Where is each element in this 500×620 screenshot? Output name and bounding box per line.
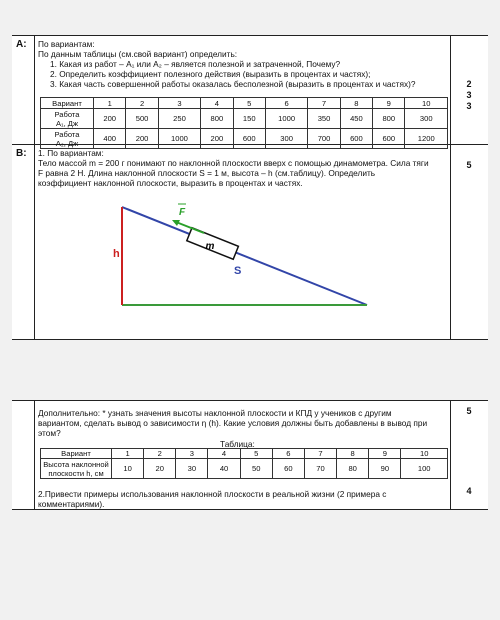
score-extra: 5	[466, 406, 472, 416]
work-table-header-cell: 5	[233, 98, 265, 109]
height-table-cell: 60	[272, 459, 304, 479]
height-table-cell: 30	[176, 459, 208, 479]
mass-label: m	[205, 241, 215, 252]
work-table-cell: 250	[158, 109, 200, 129]
work-table-cell: 1000	[158, 129, 200, 149]
work-table-header-cell: Вариант	[41, 98, 94, 109]
work-table-row-label	[41, 129, 94, 149]
work-table-cell: 300	[405, 109, 448, 129]
work-table-cell: 1200	[405, 129, 448, 149]
work-row-a2-label-line-2: A₂, Дж	[55, 138, 79, 148]
height-table-header-cell: 6	[272, 449, 304, 459]
section-b-line-3: F равна 2 Н. Длина наклонной плоскости S = 1 м, высота – h (см.таблицу). Определить	[38, 168, 376, 178]
height-table-header-cell: 9	[369, 449, 401, 459]
inclined-plane-diagram	[112, 193, 382, 343]
work-table-header-cell: 3	[158, 98, 200, 109]
height-table-cell: 100	[401, 459, 448, 479]
section-a-line-1: По вариантам:	[38, 39, 95, 49]
work-table-header-cell: 1	[94, 98, 126, 109]
work-row-a1-label-line-2: A₁, Дж	[55, 118, 79, 128]
work-table-cell: 1000	[265, 109, 307, 129]
work-table-cell: 450	[340, 109, 372, 129]
work-table-cell: 500	[126, 109, 158, 129]
height-table-header-cell: 10	[401, 449, 448, 459]
work-table-cell: 800	[201, 109, 233, 129]
section-b-line-2: Тело массой m = 200 г понимают по наклонной плоскости вверх с помощью динамометра. Сила тяги	[38, 158, 429, 168]
height-table-cell: 80	[337, 459, 369, 479]
work-table-cell: 200	[126, 129, 158, 149]
work-table-cell: 150	[233, 109, 265, 129]
section-b-line-1: 1. По вариантам:	[38, 148, 104, 158]
extra-line-2: вариантом, сделать вывод о зависимости η (h). Какие условия должны быть добавлены в вывод при	[38, 418, 428, 428]
score-a-3: 3	[466, 101, 472, 111]
work-table-cell: 600	[340, 129, 372, 149]
column-divider-right-2	[450, 400, 451, 510]
score-a-2: 3	[466, 90, 472, 100]
height-table-header-row	[41, 449, 448, 459]
section-a-question-2: 2. Определить коэффициент полезного действия (выразить в процентах и частях);	[50, 69, 371, 79]
work-table-header-row	[41, 98, 448, 109]
work-table-header-cell: 2	[126, 98, 158, 109]
work-table-header-cell: 4	[201, 98, 233, 109]
work-table-cell: 600	[373, 129, 405, 149]
work-table-cell: 350	[308, 109, 340, 129]
height-table-row-label	[41, 459, 112, 479]
work-table-row-a1	[41, 109, 448, 129]
height-table-header-cell: 3	[176, 449, 208, 459]
section-a-label: A:	[16, 39, 27, 50]
section-a-question-1: 1. Какая из работ – А₁ или А₂ – является полезной и затраченной, Почему?	[50, 59, 341, 69]
height-row-label-line-2: плоскости h, см	[48, 468, 104, 478]
section-b-line-4: коэффициент наклонной плоскости, выразить в процентах и частях.	[38, 178, 303, 188]
extra-line-3: этом?	[38, 428, 61, 438]
height-table-cell: 10	[112, 459, 144, 479]
height-table-header-cell: 5	[240, 449, 272, 459]
work-table-cell: 300	[265, 129, 307, 149]
section-a-question-3: 3. Какая часть совершенной работы оказалась бесполезной (выразить в процентах и частях)?	[50, 79, 416, 89]
table-caption: Таблица:	[220, 439, 255, 449]
height-table-header-cell: 2	[144, 449, 176, 459]
work-row-a2-label-line-1: Работа	[54, 129, 80, 139]
work-table-cell: 200	[94, 109, 126, 129]
section-b-label: B:	[16, 148, 27, 159]
work-table	[40, 97, 448, 149]
force-label: F	[178, 207, 186, 218]
border-bottom-2	[12, 509, 488, 510]
height-table-cell: 40	[208, 459, 240, 479]
score-a-1: 2	[466, 79, 472, 89]
work-table-cell: 700	[308, 129, 340, 149]
task2-line-2: комментариями).	[38, 499, 105, 509]
height-row-label-line-1: Высота наклонной	[43, 459, 109, 469]
extra-line-1: Дополнительно: * узнать значения высоты наклонной плоскости и КПД у учеников с другим	[38, 408, 392, 418]
length-label: S	[234, 265, 242, 277]
height-table-cell: 20	[144, 459, 176, 479]
height-table-cell: 70	[304, 459, 336, 479]
task2-line-1: 2.Привести примеры использования наклонной плоскости в реальной жизни (2 примера с	[38, 489, 387, 499]
column-divider-left	[34, 35, 35, 340]
height-table-cell: 90	[369, 459, 401, 479]
height-table-header-cell: Вариант	[41, 449, 112, 459]
height-table-header-cell: 4	[208, 449, 240, 459]
worksheet-page-2	[12, 400, 488, 510]
work-table-header-cell: 6	[265, 98, 307, 109]
border-top	[12, 35, 488, 36]
height-table-header-cell: 8	[337, 449, 369, 459]
section-a-line-2: По данным таблицы (см.свой вариант) определить:	[38, 49, 238, 59]
height-label: h	[113, 248, 120, 260]
work-table-header-cell: 8	[340, 98, 372, 109]
work-table-cell: 600	[233, 129, 265, 149]
work-row-a1-label-line-1: Работа	[54, 109, 80, 119]
height-table	[40, 448, 448, 479]
score-task2: 4	[466, 486, 472, 496]
work-table-cell: 400	[94, 129, 126, 149]
work-table-row-label	[41, 109, 94, 129]
height-table-row	[41, 459, 448, 479]
work-table-header-cell: 10	[405, 98, 448, 109]
height-table-header-cell: 7	[304, 449, 336, 459]
height-table-header-cell: 1	[112, 449, 144, 459]
work-table-row-a2	[41, 129, 448, 149]
column-divider-left-2	[34, 400, 35, 510]
height-table-cell: 50	[240, 459, 272, 479]
work-table-header-cell: 9	[373, 98, 405, 109]
border-top-2	[12, 400, 488, 401]
worksheet-page-1	[12, 35, 488, 340]
work-table-cell: 800	[373, 109, 405, 129]
incline-surface-line	[122, 207, 367, 305]
work-table-cell: 200	[201, 129, 233, 149]
score-b: 5	[466, 160, 472, 170]
work-table-header-cell: 7	[308, 98, 340, 109]
column-divider-right	[450, 35, 451, 340]
